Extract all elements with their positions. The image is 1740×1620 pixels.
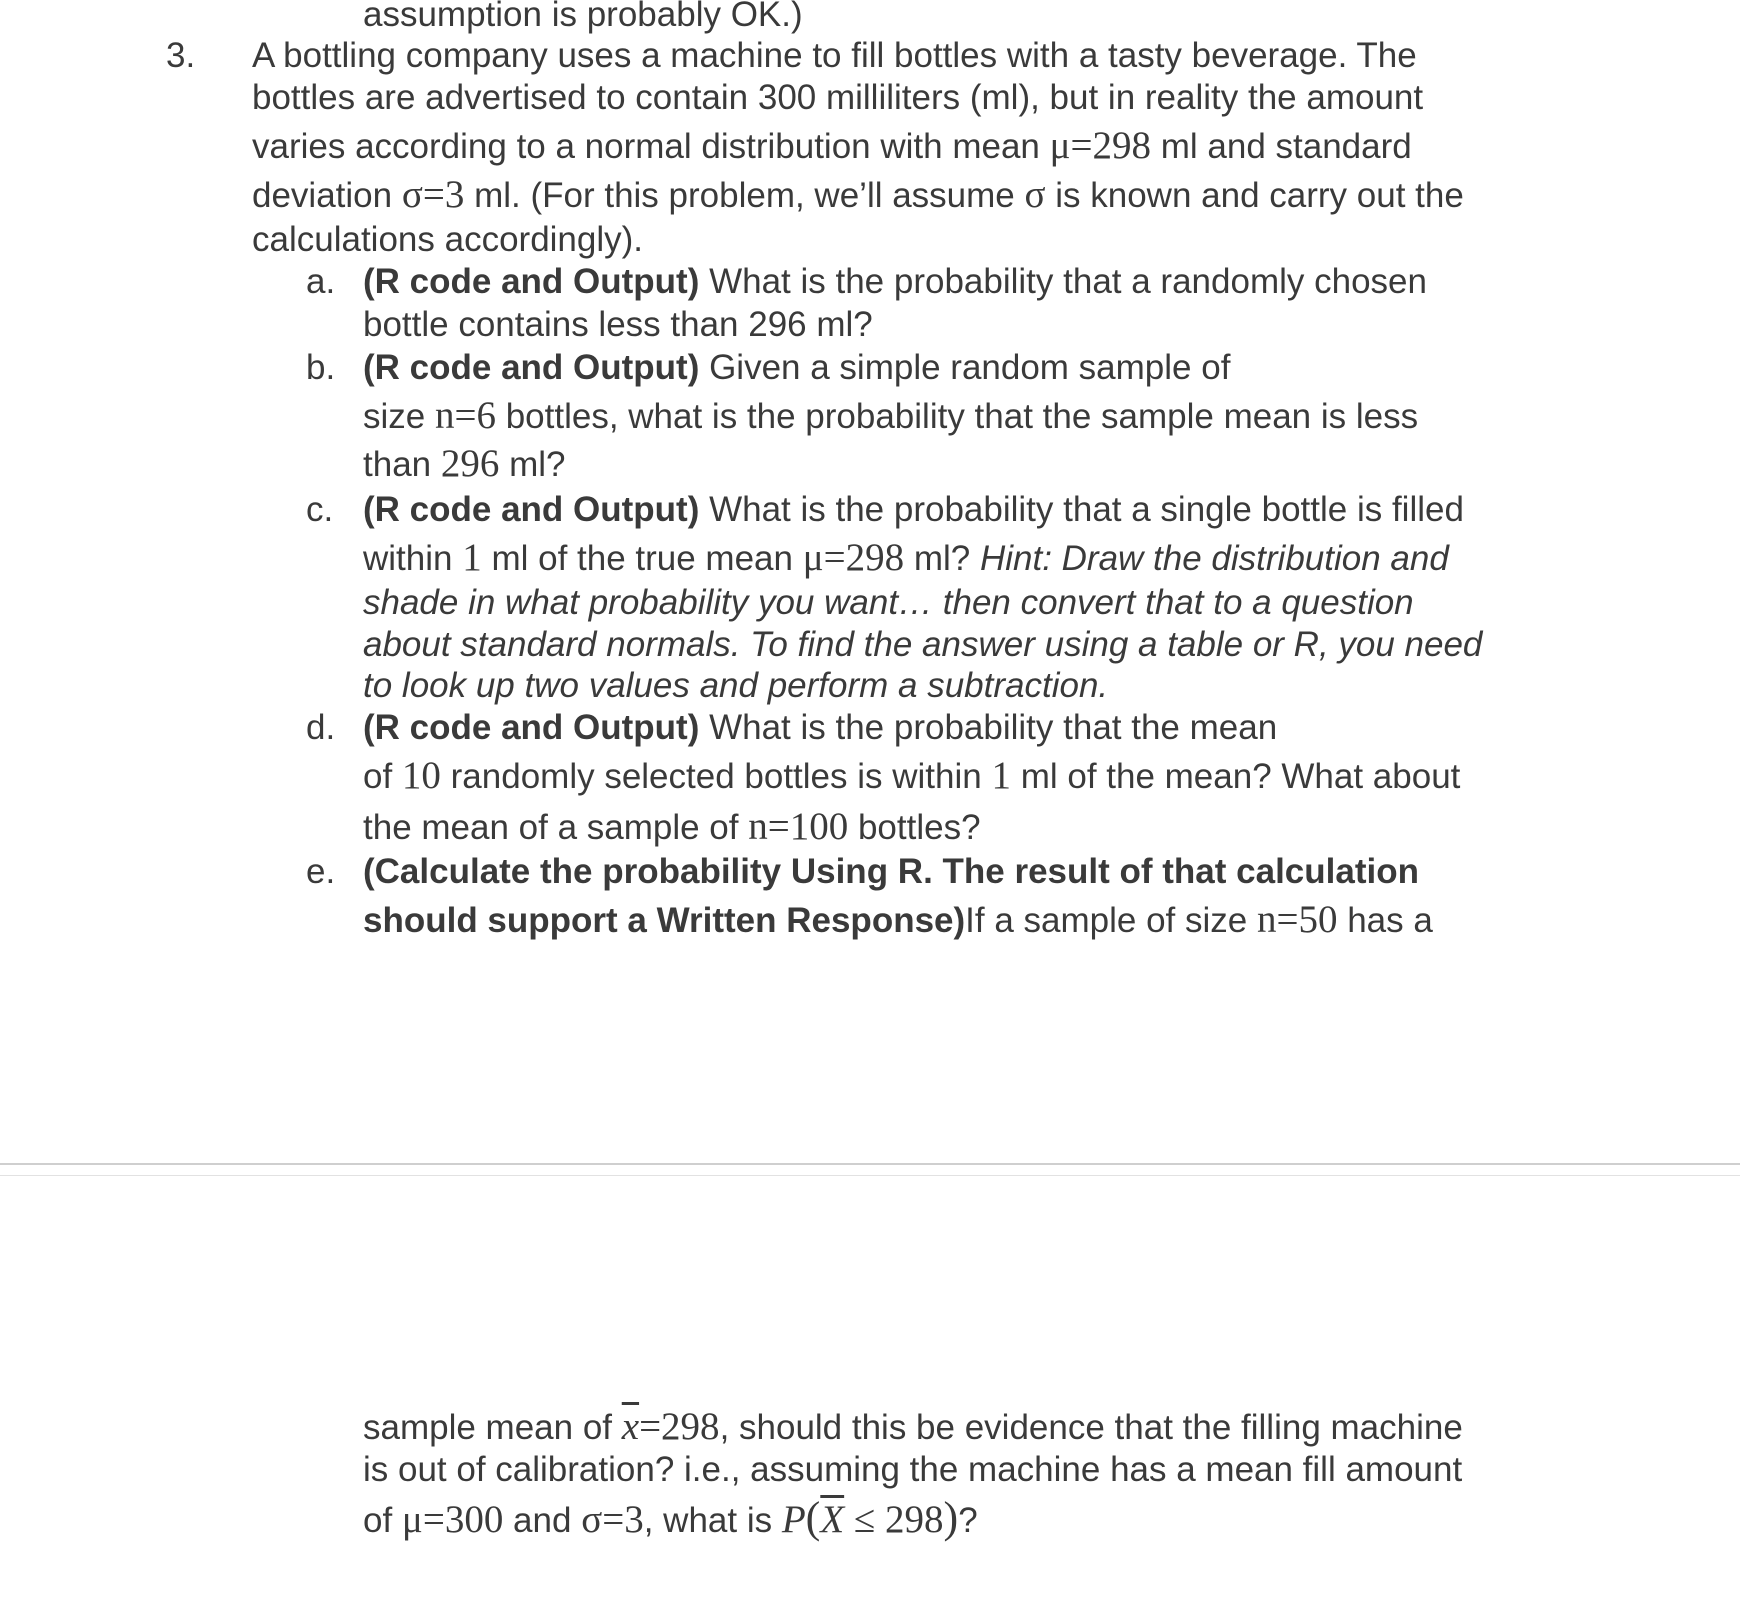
probability-P: P [781,1498,806,1541]
X-bar-symbol: $\overline{X}$ [820,1498,845,1541]
problem-intro-line-5: calculations accordingly). [252,220,644,259]
part-e-line-2: should support a Written Response)If a sample of size n=50 has a [363,898,1433,941]
page-break-line-secondary [0,1175,1740,1176]
part-d-line-3: the mean of a sample of n=100 bottles? [363,805,981,848]
problem-intro-line-2: bottles are advertised to contain 300 milliliters (ml), but in reality the amount [252,78,1424,117]
page-break-line [0,1163,1740,1165]
top-fragment: assumption is probably OK.) [363,0,803,34]
problem-intro-line-4: deviation σ=3 ml. (For this problem, we’ll assume σ is known and carry out the [252,173,1464,216]
part-e-cont-line-1: sample mean of $\overline{x}=298$, should this be evidence that the filling machine [363,1405,1463,1448]
part-c-hint-line-1: shade in what probability you want… then convert that to a question [363,583,1414,622]
problem-number: 3. [166,36,196,75]
problem-intro-line-3: varies according to a normal distribution with mean μ=298 ml and standard [252,124,1412,167]
part-a-marker: a. [306,262,336,301]
problem-intro-line-1: A bottling company uses a machine to fill bottles with a tasty beverage. The [252,36,1417,75]
part-c-line-1: (R code and Output) What is the probability that a single bottle is filled [363,490,1464,529]
part-e-cont-line-3: of μ=300 and σ=3, what is $P(\overline{X} \le 298)$? [363,1493,978,1542]
part-e-cont-line-2: is out of calibration? i.e., assuming the machine has a mean fill amount [363,1450,1463,1489]
part-c-hint-line-2: about standard normals. To find the answer using a table or R, you need [363,625,1483,664]
x-bar-symbol: $\overline{x}$ [621,1405,640,1448]
part-c-marker: c. [306,490,334,529]
part-b-marker: b. [306,348,336,387]
part-b-line-1: (R code and Output) Given a simple random sample of [363,348,1231,387]
part-e-marker: e. [306,852,336,891]
part-d-marker: d. [306,708,336,747]
part-e-line-1: (Calculate the probability Using R. The result of that calculation [363,852,1419,891]
part-d-line-2: of 10 randomly selected bottles is within 1 ml of the mean? What about [363,754,1461,797]
part-c-line-2: within 1 ml of the true mean μ=298 ml? Hint: Draw the distribution and [363,536,1449,579]
part-a-line-2: bottle contains less than 296 ml? [363,305,873,344]
part-b-line-2: size n=6 bottles, what is the probability that the sample mean is less [363,394,1419,437]
part-d-line-1: (R code and Output) What is the probability that the mean [363,708,1278,747]
part-c-hint-line-3: to look up two values and perform a subtraction. [363,666,1109,705]
part-b-line-3: than 296 ml? [363,442,566,485]
part-a-line-1: (R code and Output) What is the probability that a randomly chosen [363,262,1427,301]
